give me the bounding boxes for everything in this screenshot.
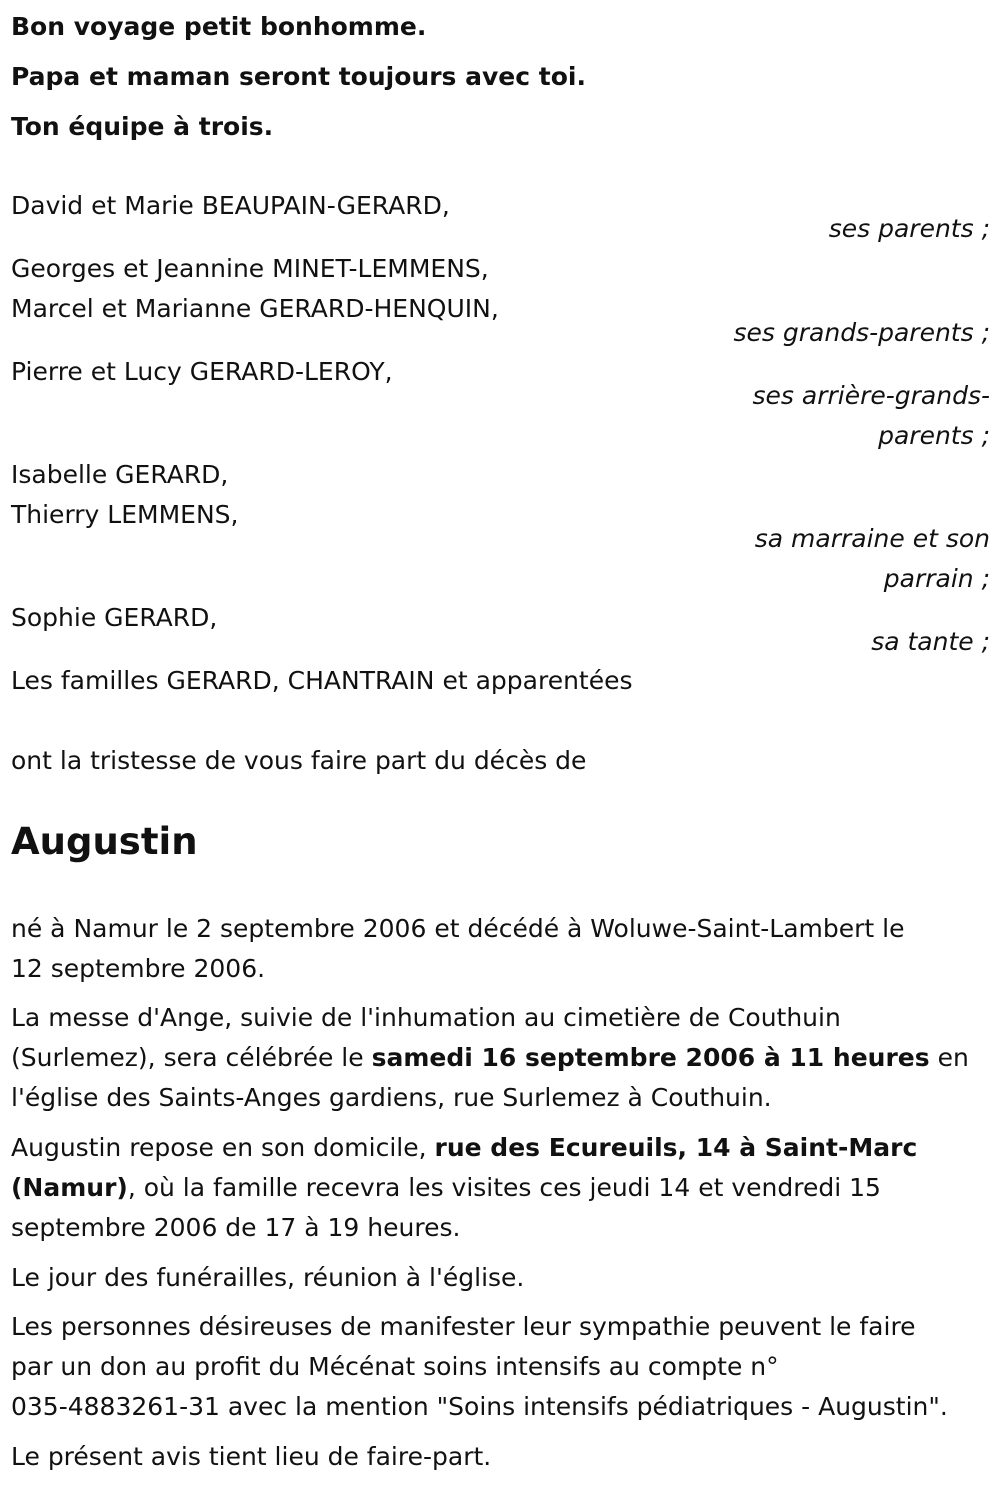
meeting-note: Le jour des funérailles, réunion à l'église. bbox=[11, 1263, 525, 1292]
mass-line-2-end: en bbox=[929, 1043, 969, 1072]
farewell-line-1: Bon voyage petit bonhomme. bbox=[11, 12, 427, 41]
rest-line-3: septembre 2006 de 17 à 19 heures. bbox=[11, 1213, 461, 1242]
farewell-line-2: Papa et maman seront toujours avec toi. bbox=[11, 62, 586, 91]
announcement: ont la tristesse de vous faire part du décès de bbox=[11, 746, 587, 775]
donation-line-3: 035-4883261-31 avec la mention "Soins intensifs pédiatriques - Augustin". bbox=[11, 1392, 948, 1421]
mass-line-2-text: (Surlemez), sera célébrée le bbox=[11, 1043, 372, 1072]
parents-role: ses parents ; bbox=[828, 214, 990, 243]
donation-line-2: par un don au profit du Mécénat soins intensifs au compte n° bbox=[11, 1352, 779, 1381]
mass-line-1: La messe d'Ange, suivie de l'inhumation au cimetière de Couthuin bbox=[11, 1003, 841, 1032]
farewell-line-3: Ton équipe à trois. bbox=[11, 112, 274, 141]
mass-line-3: l'église des Saints-Anges gardiens, rue Surlemez à Couthuin. bbox=[11, 1083, 772, 1112]
birth-death-line-2: 12 septembre 2006. bbox=[11, 954, 266, 983]
rest-address: rue des Ecureuils, 14 à Saint-Marc bbox=[434, 1133, 918, 1162]
great-grandparents-role-1: ses arrière-grands- bbox=[752, 381, 990, 410]
great-grandparents-names: Pierre et Lucy GERARD-LEROY, bbox=[11, 357, 393, 386]
donation-line-1: Les personnes désireuses de manifester leur sympathie peuvent le faire bbox=[11, 1312, 916, 1341]
closing-note: Le présent avis tient lieu de faire-part. bbox=[11, 1442, 492, 1471]
parents-names: David et Marie BEAUPAIN-GERARD, bbox=[11, 191, 450, 220]
rest-line-1 bbox=[11, 1135, 917, 1160]
mass-date-time: samedi 16 septembre 2006 à 11 heures bbox=[371, 1043, 930, 1072]
deceased-name: Augustin bbox=[11, 820, 198, 863]
birth-death-line-1: né à Namur le 2 septembre 2006 et décédé à Woluwe-Saint-Lambert le bbox=[11, 914, 905, 943]
grandparents-names-1: Georges et Jeannine MINET-LEMMENS, bbox=[11, 254, 489, 283]
rest-line-1-text: Augustin repose en son domicile, bbox=[11, 1133, 435, 1162]
great-grandparents-role-2: parents ; bbox=[878, 421, 990, 450]
extended-families: Les familles GERARD, CHANTRAIN et apparentées bbox=[11, 666, 633, 695]
godparents-role-2: parrain ; bbox=[883, 564, 990, 593]
aunt-name: Sophie GERARD, bbox=[11, 603, 218, 632]
aunt-role: sa tante ; bbox=[871, 627, 990, 656]
grandparents-role: ses grands-parents ; bbox=[733, 318, 990, 347]
godparents-role-1: sa marraine et son bbox=[754, 524, 990, 553]
rest-address-city: (Namur) bbox=[11, 1173, 128, 1202]
rest-line-2-text: , où la famille recevra les visites ces jeudi 14 et vendredi 15 bbox=[127, 1173, 881, 1202]
godmother-name: Isabelle GERARD, bbox=[11, 460, 229, 489]
godfather-name: Thierry LEMMENS, bbox=[11, 500, 239, 529]
grandparents-names-2: Marcel et Marianne GERARD-HENQUIN, bbox=[11, 294, 499, 323]
mass-line-2 bbox=[11, 1045, 969, 1070]
rest-line-2 bbox=[11, 1175, 881, 1200]
